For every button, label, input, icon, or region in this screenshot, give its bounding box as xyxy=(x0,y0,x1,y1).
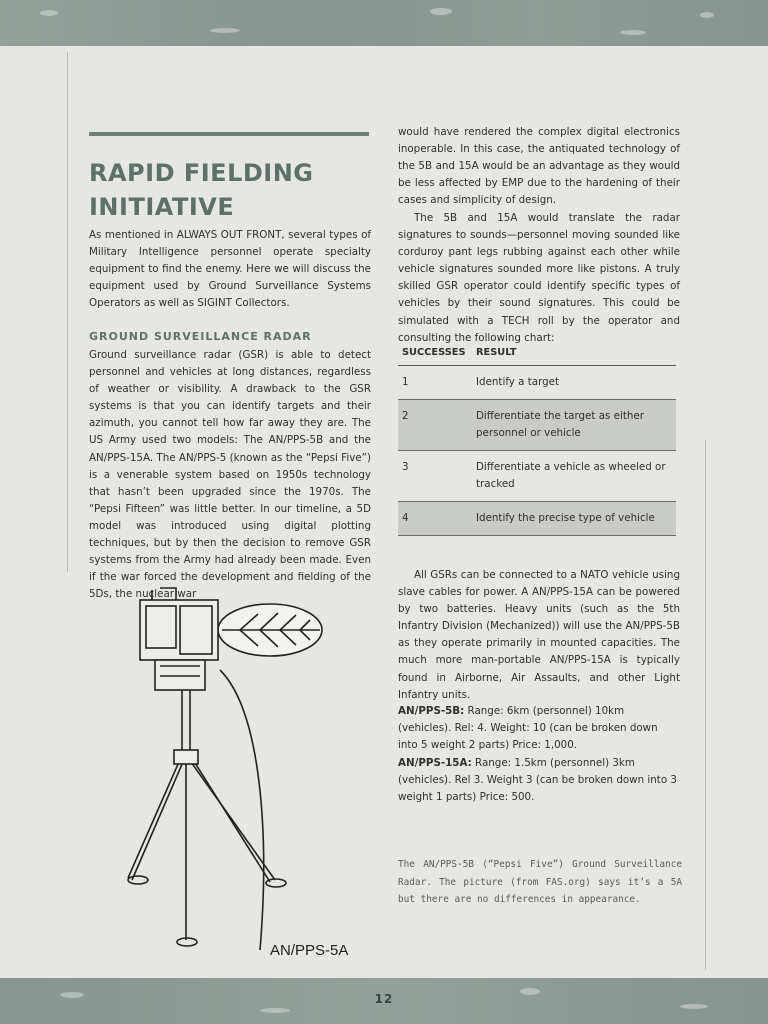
right-paragraph-1: would have rendered the complex digital electronics inoperable. In this case, the antiquated technology of the 5B and 15A would be an advantage as they would be less affected by EMP due to the hardening of their cases and simplicity of design. xyxy=(398,126,680,207)
chart-row xyxy=(398,366,676,400)
chart-row xyxy=(398,502,676,536)
result-cell: Identify a target xyxy=(472,366,676,400)
stat-block-5b xyxy=(398,703,680,754)
section-heading: GROUND SURVEILLANCE RADAR xyxy=(89,330,312,343)
tech-roll-chart xyxy=(398,344,676,536)
result-cell: Differentiate the target as either personnel or vehicle xyxy=(472,400,676,451)
result-cell: Differentiate a vehicle as wheeled or tracked xyxy=(472,451,676,502)
radar-illustration xyxy=(110,580,370,970)
figure-caption: The AN/PPS-5B (“Pepsi Five”) Ground Surveillance Radar. The picture (from FAS.org) says it’s a 5A but there are no differences in appearance. xyxy=(398,859,682,905)
result-header: RESULT xyxy=(472,344,676,366)
stat-text: Range: 1.5km (personnel) 3km (vehicles). Rel 3. Weight 3 (can be broken down into 3 weight 1 parts) Price: 500. xyxy=(398,757,677,804)
chart-row xyxy=(398,451,676,502)
stat-text: Range: 6km (personnel) 10km (vehicles). Rel: 4. Weight: 10 (can be broken down into 5 weight 2 parts) Price: 1,000. xyxy=(398,705,658,752)
right-paragraph-2: The 5B and 15A would translate the radar signatures to sounds—personnel moving sounded like corduroy pant legs rubbing against each other while vehicle signatures sounded more like pistons. A truly skilled GSR operator could identify specific types of vehicles by their sound signatures. This could be simulated with a TECH roll by the operator and consulting the following chart: xyxy=(398,212,680,344)
right-paragraph-3: All GSRs can be connected to a NATO vehicle using slave cables for power. A AN/PPS-15A can be powered by two batteries. Heavy units (such as the 5th Infantry Division (Mechanized)) will use the AN/PPS-5B as they operate primarily in mounted capacities. The much more man-portable AN/PPS-15A is typically found in Airborne, Air Assaults, and other Light Infantry units. xyxy=(398,569,680,701)
successes-cell: 1 xyxy=(398,366,472,400)
left-margin-rule xyxy=(67,52,68,572)
result-cell: Identify the precise type of vehicle xyxy=(472,502,676,536)
intro-paragraph: As mentioned in ALWAYS OUT FRONT, several types of Military Intelligence personnel operate specialty equipment to find the enemy. Here we will discuss the equipment used by Ground Surveillance Systems Operators as well as SIGINT Collectors. xyxy=(89,229,371,310)
chart-row xyxy=(398,400,676,451)
successes-cell: 3 xyxy=(398,451,472,502)
chart-header-row xyxy=(398,344,676,366)
successes-header: SUCCESSES xyxy=(398,344,472,366)
gsr-paragraph: Ground surveillance radar (GSR) is able to detect personnel and vehicles at long distances, regardless of weather or visibility. A drawback to the GSR systems is that you can identify targets and their azimuth, you cannot tell how far away they are. The US Army used two models: The AN/PPS-5B and the AN/PPS-15A. The AN/PPS-5 (known as the “Pepsi Five”) is a venerable system based on 1950s technology that hasn’t been upgraded since the 1970s. The “Pepsi Fifteen” was little better. In our timeline, a 5D model was introduced using digital plotting techniques, but by then the decision to remove GSR systems from the Army had already been made. Even if the war forced the development and fielding of the 5Ds, the nuclear war xyxy=(89,349,371,601)
stat-name: AN/PPS-15A: xyxy=(398,757,472,769)
successes-cell: 4 xyxy=(398,502,472,536)
page-title: RAPID FIELDING INITIATIVE xyxy=(89,159,314,221)
page-number: 12 xyxy=(374,992,394,1006)
top-texture-band xyxy=(0,0,768,46)
stat-name: AN/PPS-5B: xyxy=(398,705,465,717)
title-decorative-bar xyxy=(89,132,369,136)
figure-label: AN/PPS-5A xyxy=(270,942,349,959)
successes-cell: 2 xyxy=(398,400,472,451)
stat-block-15a xyxy=(398,755,680,806)
right-margin-rule xyxy=(705,440,706,970)
